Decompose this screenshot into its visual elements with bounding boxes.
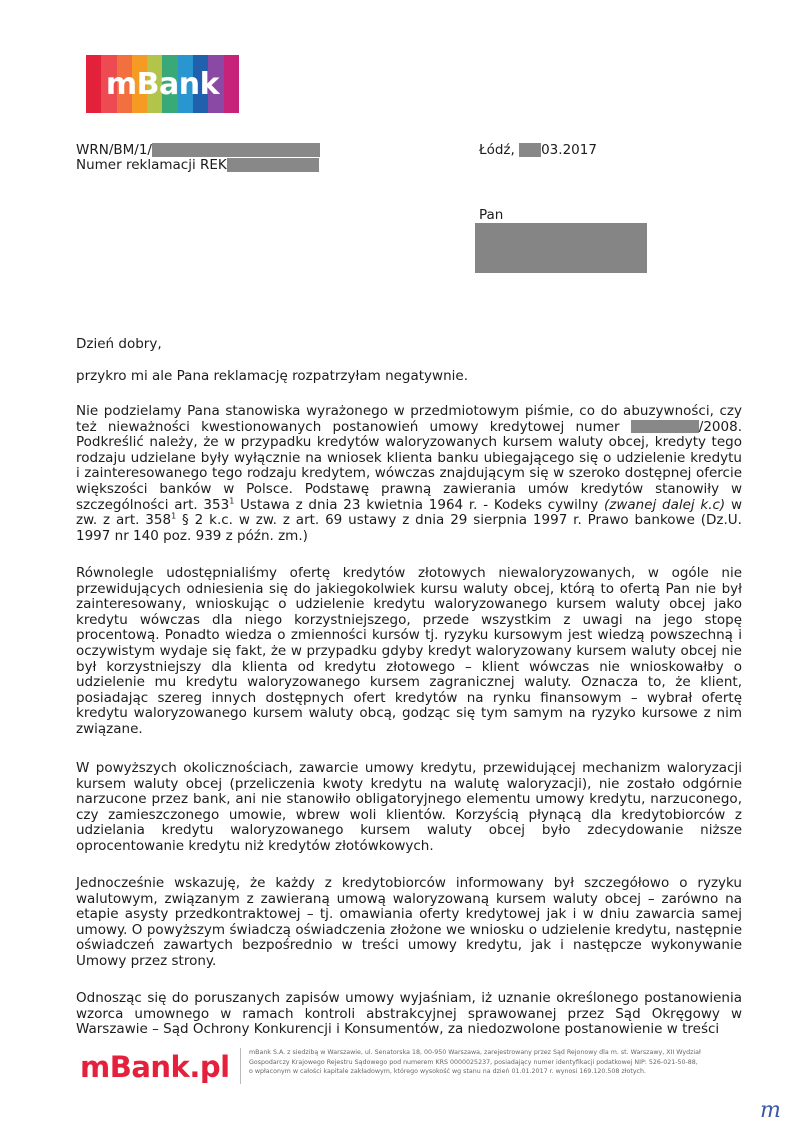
redaction xyxy=(227,158,319,172)
paragraph-4: Jednocześnie wskazuję, że każdy z kredytobiorców informowany był szczegółowo o ryzyku walutowym, związanym z zawieraną umową waloryzowaną kursem waluty obcej – zarówno na etapie asysty przedkontraktowej – tj. omawiania oferty kredytowej jak i w dniu zawarcia samej umowy. O powyższym świadczą oświadczenia złożone we wniosku o udzielenie kredytu, następnie oświadczeń zawartych bezpośrednio w treści umowy kredytu, jak i następcze wykonywanie Umowy przez strony. xyxy=(76,875,742,969)
footer-legal-text: mBank S.A. z siedzibą w Warszawie, ul. Senatorska 18, 00-950 Warszawa, zarejestrowany przez Sąd Rejonowy dla m. st. Warszawy, XII Wydział Gospodarczy Krajowego Rejestru Sądowego pod numerem KRS 0000025237, posiadający numer identyfikacji podatkowej NIP: 526-021-50-88, o wpłaconym w całości kapitale zakładowym, którego wysokość wg stanu na dzień 01.01.2017 r. wynosi 169.120.508 złotych. xyxy=(249,1049,701,1075)
paragraph-3: W powyższych okolicznościach, zawarcie umowy kredytu, przewidującej mechanizm waloryzacji kursem waluty obcej (przeliczenia kwoty kredytu na walutę waloryzacji), nie zostało odgórnie narzucone przez bank, ani nie stanowiło obligatoryjnego elementu umowy kredytu, narzuconego, czy zamieszczonego umowie, wbrew woli klientów. Korzyścią płynącą dla kredytobiorców z udzielania kredytu waloryzowanego kursem waluty obcej było zdecydowanie niższe oprocentowanie kredytu niż kredytów złotówkowych. xyxy=(76,760,742,854)
paragraph-2: Równolegle udostępnialiśmy ofertę kredytów złotowych niewaloryzowanych, w ogóle nie przewidujących odniesienia się do jakiegokolwiek kursu waluty obcej, którą to ofertą Pan nie był zainteresowany, wnioskując o udzielenie kredytu waloryzowanego kursem waluty obcej jako kredytu wówczas dla niego korzystniejszego, przede wszystkim z uwagi na jego stopę procentową. Ponadto wiedza o zmienności kursów tj. ryzyku kursowym jest wiedzą powszechną i oczywistym wydaje się fakt, że w przypadku gdyby kredyt waloryzowany kursem waluty obcej nie był korzystniejszy dla klienta od kredytu złotowego – klient wówczas nie wnioskowałby o udzielenie mu kredytu waloryzowanego kursem zagranicznej waluty. Oznacza to, że klient, posiadając szereg innych dostępnych ofert kredytów na rynku finansowym – wybrał ofertę kredytu waloryzowanego kursem waluty obcą, godząc się tym samym na ryzyko kursowe z nim związane. xyxy=(76,565,742,737)
redaction xyxy=(152,143,320,157)
recipient-address-redaction xyxy=(475,223,647,273)
redaction xyxy=(631,420,699,433)
handwritten-initial: m xyxy=(760,1098,781,1123)
paragraph-5: Odnosząc się do poruszanych zapisów umowy wyjaśniam, iż uznanie określonego postanowienia wzorca umownego w ramach kontroli abstrakcyjnej sprawowanej przez Sąd Okręgowy w Warszawie – Sąd Ochrony Konkurencji i Konsumentów, za niedozwolone postanowienie w treści xyxy=(76,990,742,1038)
paragraph-1: Nie podzielamy Pana stanowiska wyrażonego w przedmiotowym piśmie, co do abuzywności, czy też nieważności kwestionowanych postanowień umowy kredytowej numer /2008. Podkreślić należy, że w przypadku kredytów waloryzowanych kursem waluty obcej, kredyty tego rodzaju udzielane były wyłącznie na wniosek klienta banku ubiegającego się o udzielenie kredytu i zainteresowanego tego rodzaju kredytem, wówczas znajdującym się w szeroko dostępnej ofercie większości banków w Polsce. Podstawę prawną zawierania umów kredytów stanowiły w szczególności art. $353^1$ Ustawa z dnia 23 kwietnia 1964 r. - Kodeks cywilny (zwanej dalej k.c) w zw. z art. $358^1$ § 2 k.c. w zw. z art. 69 ustawy z dnia 29 sierpnia 1997 r. Prawo bankowe (Dz.U. 1997 nr 140 poz. 939 z późn. zm.) xyxy=(76,403,742,544)
recipient-salutation: Pan xyxy=(479,207,504,223)
redaction xyxy=(519,143,541,157)
complaint-number: Numer reklamacji REK xyxy=(76,157,319,173)
greeting: Dzień dobry, xyxy=(76,336,162,352)
footer-divider xyxy=(240,1048,241,1084)
mbank-logo xyxy=(86,55,239,113)
intro-paragraph: przykro mi ale Pana reklamację rozpatrzyłam negatywnie. xyxy=(76,368,468,384)
place-date: Łódź, 03.2017 xyxy=(479,142,597,158)
logo-text: mBank xyxy=(105,66,220,102)
footer-logo: mBank.pl xyxy=(80,1050,230,1084)
reference-number: WRN/BM/1/ xyxy=(76,142,320,158)
